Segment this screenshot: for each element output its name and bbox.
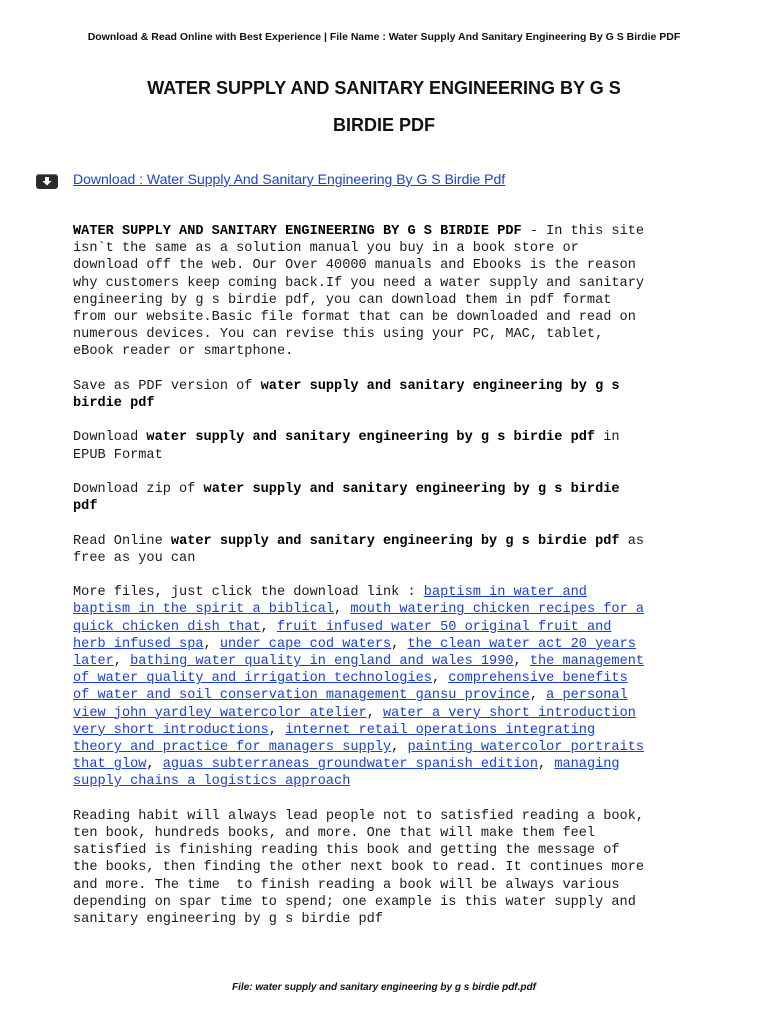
related-link[interactable]: the clean water act 20 years later xyxy=(73,636,636,669)
line-prefix: Read Online xyxy=(73,533,171,549)
page-footer: File: water supply and sanitary engineering by g s birdie pdf.pdf xyxy=(232,982,536,993)
related-link[interactable]: baptism in water and baptism in the spirit a biblical xyxy=(73,585,587,618)
closing-paragraph: Reading habit will always lead people not to satisfied reading a book, ten book, hundreds books, and more. One that will make them feel satisfied is finishing reading this book and getting the message of the books, then finding the other next book to read. It continues more and more. The time to finish reading a book will be always various depending on spar time to spend; one example is this water supply and sanitary engineering by g s birdie pdf xyxy=(73,808,645,928)
related-link[interactable]: the management of water quality and irrigation technologies xyxy=(73,654,645,687)
line-suffix: in EPUB Format xyxy=(73,430,620,463)
more-files-paragraph: More files, just click the download link : baptism in water and baptism in the spirit a biblical, mouth watering chicken recipes for a quick chicken dish that, fruit infused water 50 original fruit and herb infused spa, under cape cod waters, the clean water act 20 years later, bathing water quality in england and wales 1990, the management of water quality and irrigation technologies, comprehensive benefits of water and soil conservation management gansu province, a personal view john yardley watercolor atelier, water a very short introduction very short introductions, internet retail operations integrating theory and practice for managers supply, painting watercolor portraits that glow, aguas subterraneas groundwater spanish edition, managing supply chains a logistics approach xyxy=(73,585,645,790)
save-pdf-line xyxy=(73,378,733,412)
line-prefix: Download zip of xyxy=(73,482,204,497)
intro-paragraph xyxy=(73,223,733,361)
document-title xyxy=(60,70,708,144)
download-icon[interactable] xyxy=(36,174,58,189)
title-line-1: WATER SUPPLY AND SANITARY ENGINEERING BY G S xyxy=(147,78,621,98)
related-link[interactable]: comprehensive benefits of water and soil conservation management gansu province xyxy=(73,671,628,704)
related-link[interactable]: fruit infused water 50 original fruit and herb infused spa xyxy=(73,619,612,652)
related-link[interactable]: under cape cod waters xyxy=(219,636,392,652)
related-link[interactable]: internet retail operations integrating theory and practice for managers supply xyxy=(73,722,596,756)
line-bold: water supply and sanitary engineering by g s birdie pdf xyxy=(73,482,620,515)
related-link[interactable]: painting watercolor portraits that glow xyxy=(73,740,645,773)
line-bold: water supply and sanitary engineering by g s birdie pdf xyxy=(146,430,596,446)
related-link[interactable]: water a very short introduction very short introductions xyxy=(73,705,636,738)
related-link[interactable]: mouth watering chicken recipes for a quick chicken dish that xyxy=(73,602,645,635)
download-row xyxy=(36,171,736,191)
intro-text: - In this site isn`t the same as a solution manual you buy in a book store or download off the web. Our Over 40000 manuals and Ebooks is the reason why customers keep coming back.If you need a water supply and sanitary engineering by g s birdie pdf, you can download them in pdf format from our website.Basic file format that can be downloaded and read on numerous devices. You can revise this using your PC, MAC, tablet, eBook reader or smartphone. xyxy=(73,224,645,360)
related-link[interactable]: aguas subterraneas groundwater spanish edition xyxy=(162,757,538,773)
line-bold: water supply and sanitary engineering by g s birdie pdf xyxy=(170,533,620,549)
document-body xyxy=(73,223,733,945)
page-header: Download & Read Online with Best Experience | File Name : Water Supply And Sanitary Engineering By G S Birdie PDF xyxy=(87,31,681,43)
line-prefix: Save as PDF version of xyxy=(73,378,261,394)
line-bold: water supply and sanitary engineering by g s birdie pdf xyxy=(73,378,620,412)
line-suffix: as free as you can xyxy=(73,533,645,566)
title-line-2: BIRDIE PDF xyxy=(332,115,435,135)
download-link[interactable]: Download : Water Supply And Sanitary Engineering By G S Birdie Pdf xyxy=(73,171,506,187)
read-online-line xyxy=(73,533,733,567)
download-epub-line xyxy=(73,429,733,463)
related-link[interactable]: a personal view john yardley watercolor atelier xyxy=(73,688,628,721)
download-zip-line xyxy=(73,481,733,515)
intro-bold: WATER SUPPLY AND SANITARY ENGINEERING BY G S BIRDIE PDF xyxy=(73,224,522,239)
more-files-intro: More files, just click the download link : xyxy=(73,585,424,601)
line-prefix: Download xyxy=(73,430,147,446)
related-link[interactable]: bathing water quality in england and wales 1990 xyxy=(130,654,514,669)
related-link[interactable]: managing supply chains a logistics approach xyxy=(73,757,620,790)
